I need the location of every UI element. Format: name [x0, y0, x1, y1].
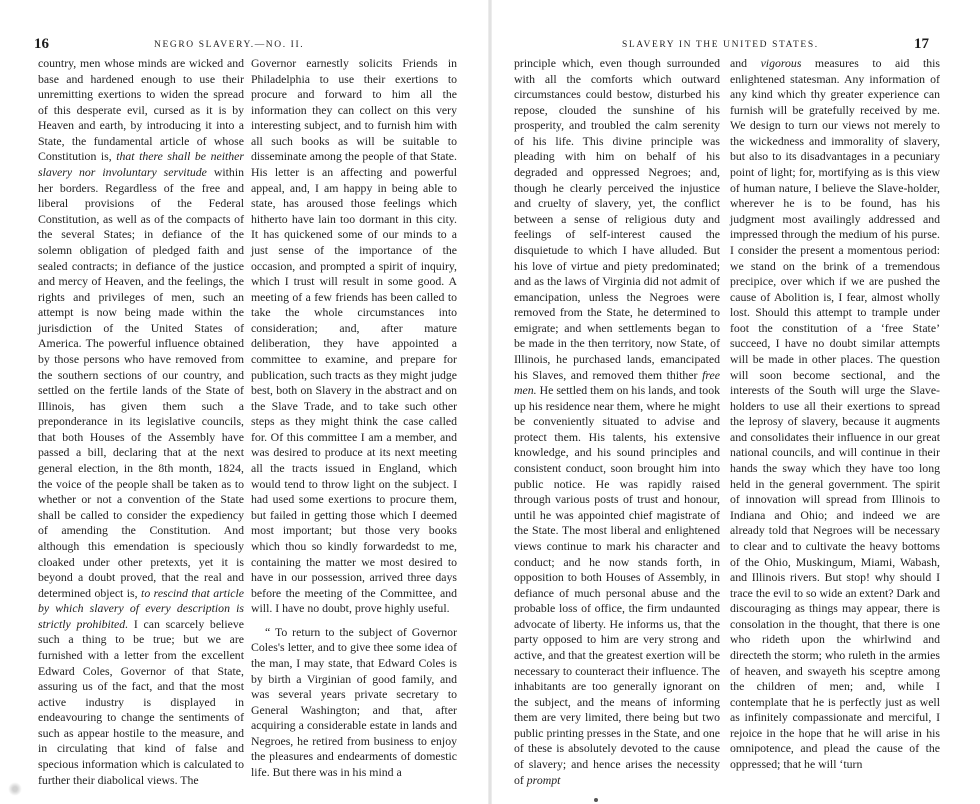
paragraph: Governor earnestly solicits Friends in Philadelphia to use their exertions to procure and forward to him all the information they can collect on this very interesting subject, and to furnish him with all such books as will be suitable to disseminate among the people of that State. His letter is an affecting and powerful appeal, and, I am happy in being able to state, has aroused those feelings which hitherto have lain too dormant in this city. It has quickened some of our minds to a just sense of the importance of the occasion, and prompted a spirit of inquiry, which I trust will result in some good. A meeting of a few friends has been called to take the whole circumstances into consideration; and, after mature deliberation, they have appointed a committee to examine, and prepare for publication, such tracts as they might judge best, both on Slavery in the abstract and on the Slave Trade, and to take such other steps as they might think the case called for. Of this committee I am a member, and was desired to produce at its next meeting all the tracts issued in England, which would tend to throw light on the subject. I had used some exertions to procure them, but failed in getting those which I deemed most important; but those very books which thou so kindly forwardedst to me, containing the matter we most desired to have in our possession, arrived three days before the meeting of the Committee, and will. I have no doubt, prove highly useful. — [251, 56, 457, 616]
paragraph: “ To return to the subject of Governor Coles's letter, and to give thee some idea of the man, I may state, that Edward Coles is by birth a Virginian of good family, and was several years private secretary to General Washington; and that, after acquiring a considerable estate in lands and Negroes, he retired from business to enjoy the pleasures and endearments of domestic life. But there was in his mind a — [251, 624, 457, 780]
text-run: within her borders. Regardless of the free and liberal provisions of the Federal Constitution, as well as of the compacts of the several States; in defiance of the solemn obligation of pledged faith and sealed contracts; in defiance of the justice and mercy of Heaven, and the feelings, the rights and privileges of men, such an attempt is now being made within the jurisdiction of the United States of America. The powerful influence obtained by those persons who have removed from the southern sections of our country, and settled on the fertile lands of the State of Illinois, has given them such a preponderance in its legislative councils, that both Houses of the Assembly have passed a bill, declaring that at the next general election, in the 8th month, 1824, the voice of the people shall be taken as to whether or not a convention of the State shall be called to consider the expediency of amending the Constitution. And although this emendation is speciously cloaked under other pretexts, yet it is beyond a doubt proved, that the real and determined object is, — [38, 165, 244, 600]
right-column-1 — [514, 56, 720, 788]
scan-smudge — [6, 782, 24, 796]
right-column-2 — [730, 56, 940, 773]
italic-run: vigorous — [760, 56, 802, 70]
running-head-left: NEGRO SLAVERY.—NO. II. — [154, 40, 305, 50]
page-number-right: 17 — [914, 36, 929, 52]
running-head-right: SLAVERY IN THE UNITED STATES. — [622, 40, 819, 50]
text-run: and — [730, 56, 761, 70]
page-number-left: 16 — [34, 36, 49, 52]
italic-run: to rescind that article by which slavery of every description is strictly prohibited. — [38, 585, 244, 631]
italic-run: free men. — [514, 367, 720, 398]
text-run: country, men whose minds are wicked and base and hardened enough to use their unremitting exertions to widen the spread of this desperate evil, cursed as it is by Heaven and earth, by introducing it into a State, the fundamental article of whose Constitution is, — [38, 56, 244, 164]
scan-dot — [594, 798, 598, 802]
left-column-1 — [38, 56, 244, 788]
text-run: I can scarcely believe such a thing to be true; but we are furnished with a letter from the excellent Edward Coles, Governor of that State, assuring us of the fact, and that the most active industry is displayed in endeavouring to change the sentiments of such as appear hostile to the measure, and in circulating that kind of false and specious information which is calculated to further their diabolical views. The — [38, 616, 244, 787]
left-column-2 — [251, 56, 457, 781]
text-run: measures to aid this enlightened statesman. Any information of any kind which thy greater experience can furnish will be gratefully received by me. We design to turn our views not merely to the wickedness and immorality of slavery, but also to its disadvantages in a pecuniary point of light; for, mortifying as is this view of human nature, I believe the Slave-holder, wherever he is to be found, has his judgment most availingly addressed and impressed through the medium of his purse. I consider the present a momentous period: we stand on the brink of a tremendous precipice, over which if we are pushed the cause of Abolition is, I fear, almost wholly lost. Should this attempt to trample under foot the constitution of a ‘free State’ succeed, I have no doubt similar attempts will be made in other places. The question will soon become sectional, and the interests of the South will urge the Slave-holders to use all their exertions to spread the leprosy of slavery, because it augments and consolidates their influence in our great national councils, and will continue in their hands the sway which they have too long held in the general government. The spirit of innovation will spread from Illinois to Indiana and Ohio; and indeed we are already told that Negroes will be necessary to clear and to cultivate the heavy bottoms of the Ohio, Muskingum, Miami, Wabash, and Illinois rivers. But stop! why should I trace the evil to so wide an extent? Dark and discouraging as things may appear, there is consolation in the thought, that there is one who rideth upon the whirlwind and directeth the storm; who ruleth in the armies of heaven, and swayeth his sceptre among the children of men; and, while I contemplate that he is perfectly just as well as infinitely compassionate and merciful, I rejoice in the hope that he will arise in his omnipotence, and plead the cause of the oppressed; that he will ‘turn — [730, 56, 941, 772]
italic-run: prompt — [526, 772, 561, 787]
italic-run: that there shall be neither slavery nor involuntary servitude — [38, 149, 244, 180]
text-run: principle which, even though surrounded with all the comforts which outward circumstances could bestow, disturbed his repose, clouded the sunshine of his prosperity, and troubled the calm serenity of his life. This divine principle was pleading with him on behalf of his degraded and oppressed Negroes; and, though he clearly perceived the injustice and cruelty of slavery, yet, the conflict between a sense of religious duty and feelings of self-interest caused the disquietude to which I have alluded. But his love of virtue and piety predominated; and as the laws of Virginia did not admit of emancipation, unless the Negroes were removed from the State, he determined to emigrate; and when settlements began to be made in the then territory, now State, of Illinois, he purchased lands, emancipated his Slaves, and removed them thither — [514, 56, 720, 382]
right-page — [490, 0, 980, 804]
text-run: He settled them on his lands, and took up his residence near them, where he might be conveniently situated to advise and protect them. His talents, his extensive knowledge, and his sound principles and consistent conduct, soon brought him into public notice. He was rapidly raised through various posts of trust and honour, until he was appointed chief magistrate of the State. The most liberal and enlightened views continue to mark his character and conduct; and he now stands forth, in opposition to both Houses of Assembly, in defiance of much personal abuse and the probable loss of office, the firm undaunted advocate of liberty. He informs us, that the party opposed to him are very strong and active, and that the greatest exertion will be necessary to counteract their influence. The inhabitants are too generally ignorant on the subject, and the means of informing them are very limited, there being but two public printing presses in the State, and one of these is absolutely devoted to the cause of slavery; and hence arises the necessity of — [514, 383, 720, 787]
